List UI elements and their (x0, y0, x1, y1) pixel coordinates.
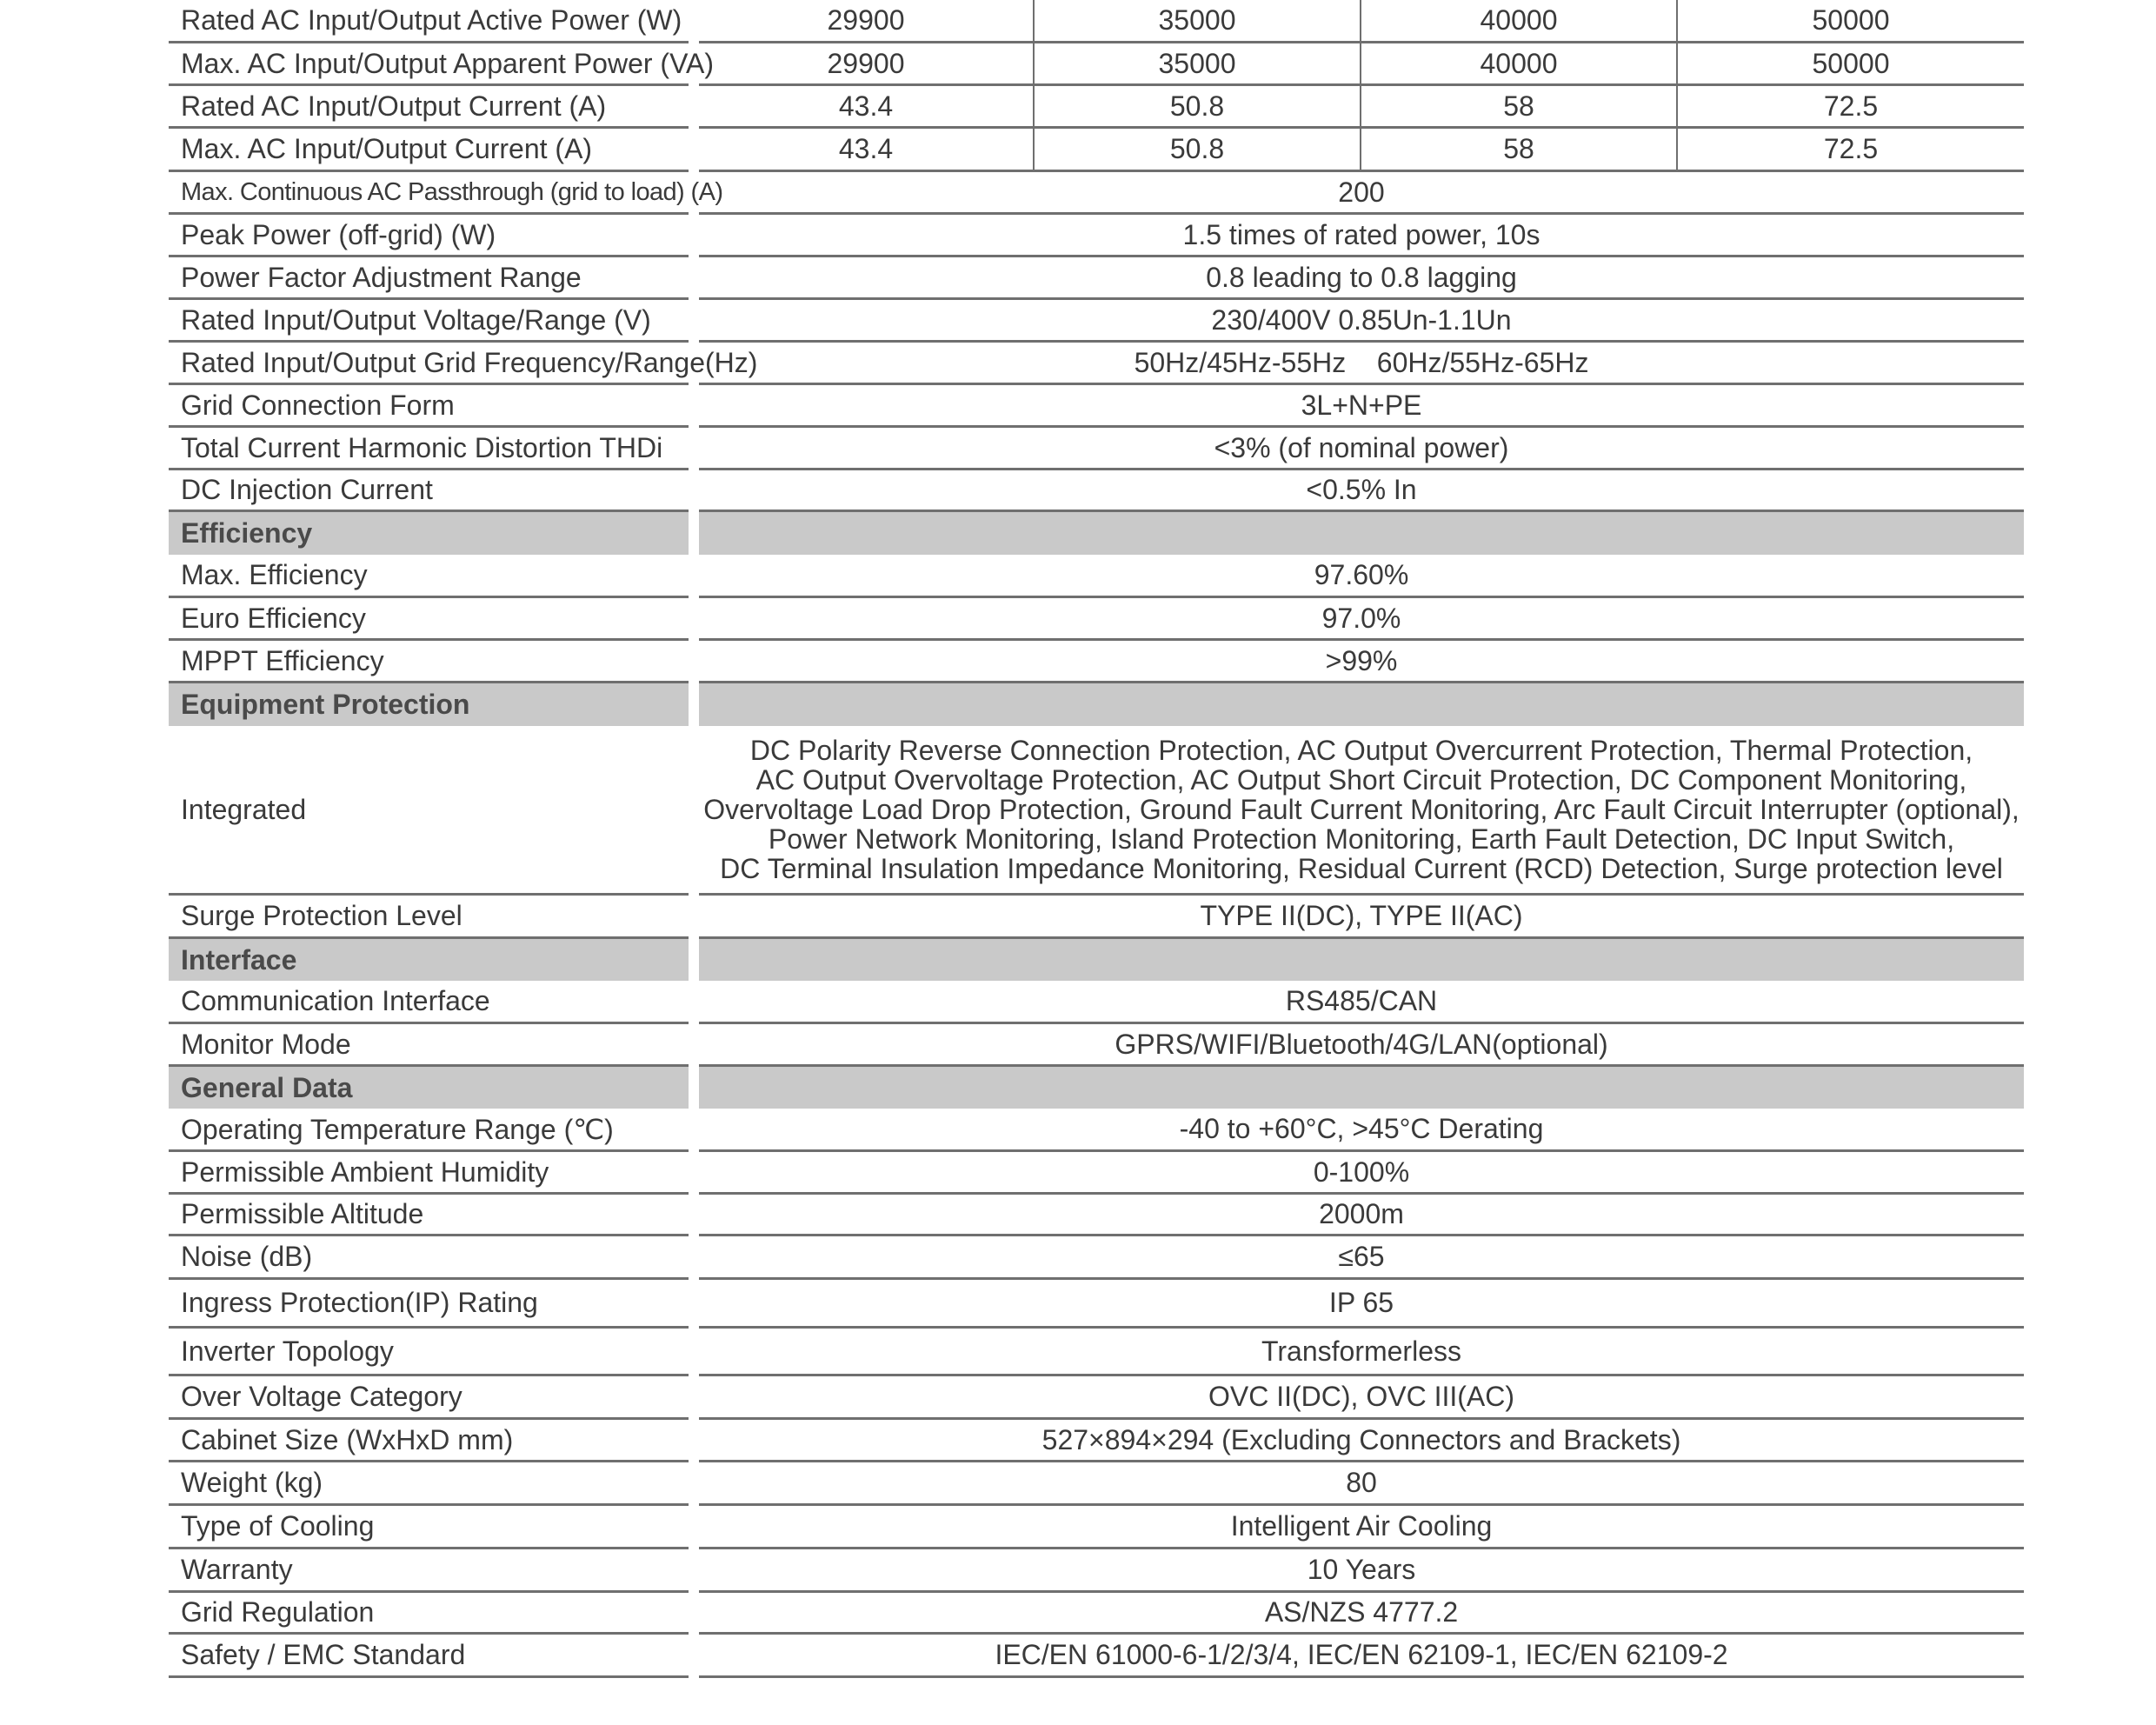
general-row-value: OVC II(DC), OVC III(AC) (699, 1376, 2024, 1420)
table-cell: 58 (1361, 129, 1678, 170)
general-row-label: Noise (dB) (169, 1236, 689, 1280)
table-cell: 35000 (1035, 0, 1361, 41)
ac-row-label: Grid Connection Form (169, 385, 689, 428)
section-header-efficiency: Efficiency (169, 512, 689, 555)
ac-row-value: <3% (of nominal power) (699, 428, 2024, 470)
general-row-label: Permissible Altitude (169, 1195, 689, 1236)
table-cell: 43.4 (699, 129, 1035, 170)
ac-row-label: Max. Continuous AC Passthrough (grid to load) (A) (169, 172, 689, 215)
general-row-label: Grid Regulation (169, 1593, 689, 1635)
general-row-label: Warranty (169, 1549, 689, 1593)
ac-row-value: <0.5% In (699, 470, 2024, 512)
power-row-label: Rated AC Input/Output Active Power (W) (169, 0, 689, 43)
table-cell: 50000 (1812, 4, 1890, 36)
table-cell: 40000 (1361, 0, 1678, 41)
general-row-value: ≤65 (699, 1236, 2024, 1280)
general-row-value: AS/NZS 4777.2 (699, 1593, 2024, 1635)
table-cell: 50000 (1812, 47, 1890, 79)
general-row-label: Over Voltage Category (169, 1376, 689, 1420)
power-row-values (699, 43, 2024, 86)
interface-row-value: RS485/CAN (699, 981, 2024, 1024)
ac-row-value: 230/400V 0.85Un-1.1Un (699, 300, 2024, 343)
general-row-label: Inverter Topology (169, 1329, 689, 1376)
table-cell: 58 (1361, 86, 1678, 126)
table-cell: 29900 (699, 43, 1035, 83)
table-cell: 29900 (699, 0, 1035, 41)
interface-row-label: Communication Interface (169, 981, 689, 1024)
ac-row-label: Peak Power (off-grid) (W) (169, 215, 689, 257)
table-cell: 50.8 (1035, 129, 1361, 170)
power-row-label: Max. AC Input/Output Current (A) (169, 129, 689, 172)
section-header-bar (699, 1067, 2024, 1109)
table-cell: 40000 (1361, 43, 1678, 83)
ac-row-label: DC Injection Current (169, 470, 689, 512)
ac-row-label: Power Factor Adjustment Range (169, 257, 689, 300)
general-row-label: Weight (kg) (169, 1462, 689, 1506)
general-row-value: IEC/EN 61000-6-1/2/3/4, IEC/EN 62109-1, IEC/EN 62109-2 (699, 1635, 2024, 1678)
general-row-value: Transformerless (699, 1329, 2024, 1376)
ac-row-value: 200 (699, 172, 2024, 215)
ac-row-value: 50Hz/45Hz-55Hz 60Hz/55Hz-65Hz (699, 343, 2024, 385)
section-header-bar (699, 683, 2024, 726)
efficiency-row-value: 97.60% (699, 555, 2024, 598)
integrated-line: DC Terminal Insulation Impedance Monitoring, Residual Current (RCD) Detection, Surge protection level (720, 853, 2003, 884)
integrated-line: AC Output Overvoltage Protection, AC Output Short Circuit Protection, DC Component Monitoring, (755, 764, 1967, 796)
efficiency-row-label: MPPT Efficiency (169, 641, 689, 683)
general-row-label: Type of Cooling (169, 1506, 689, 1549)
section-header-general-data: General Data (169, 1067, 689, 1109)
power-row-values (699, 0, 2024, 43)
section-header-interface: Interface (169, 939, 689, 981)
section-header-bar (699, 512, 2024, 555)
integrated-line: DC Polarity Reverse Connection Protection, AC Output Overcurrent Protection, Thermal Protection, (749, 735, 1973, 766)
general-row-value: 80 (699, 1462, 2024, 1506)
integrated-label: Integrated (169, 726, 689, 896)
general-row-value: IP 65 (699, 1280, 2024, 1329)
table-cell: 72.5 (1823, 133, 1879, 164)
integrated-protections (699, 726, 2024, 896)
general-row-label: Permissible Ambient Humidity (169, 1152, 689, 1195)
section-header-equipment-protection: Equipment Protection (169, 683, 689, 726)
power-row-values (699, 129, 2024, 172)
general-row-label: Safety / EMC Standard (169, 1635, 689, 1678)
surge-protection-label: Surge Protection Level (169, 896, 689, 939)
general-row-value: Intelligent Air Cooling (699, 1506, 2024, 1549)
integrated-line: Overvoltage Load Drop Protection, Ground Fault Current Monitoring, Arc Fault Circuit Interrupter (optional), (703, 794, 2020, 825)
general-row-value: 0-100% (699, 1152, 2024, 1195)
ac-row-value: 3L+N+PE (699, 385, 2024, 428)
table-cell: 43.4 (699, 86, 1035, 126)
general-row-value: 527×894×294 (Excluding Connectors and Brackets) (699, 1420, 2024, 1462)
general-row-value: 10 Years (699, 1549, 2024, 1593)
section-header-bar (699, 939, 2024, 981)
ac-row-label: Rated Input/Output Voltage/Range (V) (169, 300, 689, 343)
efficiency-row-value: >99% (699, 641, 2024, 683)
general-row-value: 2000m (699, 1195, 2024, 1236)
ac-row-label: Rated Input/Output Grid Frequency/Range(Hz) (169, 343, 689, 385)
ac-row-value: 0.8 leading to 0.8 lagging (699, 257, 2024, 300)
table-cell: 35000 (1035, 43, 1361, 83)
table-cell: 50.8 (1035, 86, 1361, 126)
power-row-label: Rated AC Input/Output Current (A) (169, 86, 689, 129)
general-row-label: Operating Temperature Range (℃) (169, 1109, 689, 1152)
power-row-values (699, 86, 2024, 129)
general-row-label: Cabinet Size (WxHxD mm) (169, 1420, 689, 1462)
interface-row-label: Monitor Mode (169, 1024, 689, 1067)
efficiency-row-label: Max. Efficiency (169, 555, 689, 598)
efficiency-row-label: Euro Efficiency (169, 598, 689, 641)
efficiency-row-value: 97.0% (699, 598, 2024, 641)
ac-row-label: Total Current Harmonic Distortion THDi (169, 428, 689, 470)
general-row-label: Ingress Protection(IP) Rating (169, 1280, 689, 1329)
table-cell: 72.5 (1823, 90, 1879, 122)
general-row-value: -40 to +60°C, >45°C Derating (699, 1109, 2024, 1152)
interface-row-value: GPRS/WIFI/Bluetooth/4G/LAN(optional) (699, 1024, 2024, 1067)
integrated-line: Power Network Monitoring, Island Protection Monitoring, Earth Fault Detection, DC Input Switch, (768, 823, 1955, 855)
ac-row-value: 1.5 times of rated power, 10s (699, 215, 2024, 257)
surge-protection-value: TYPE II(DC), TYPE II(AC) (699, 896, 2024, 939)
power-row-label: Max. AC Input/Output Apparent Power (VA) (169, 43, 689, 86)
